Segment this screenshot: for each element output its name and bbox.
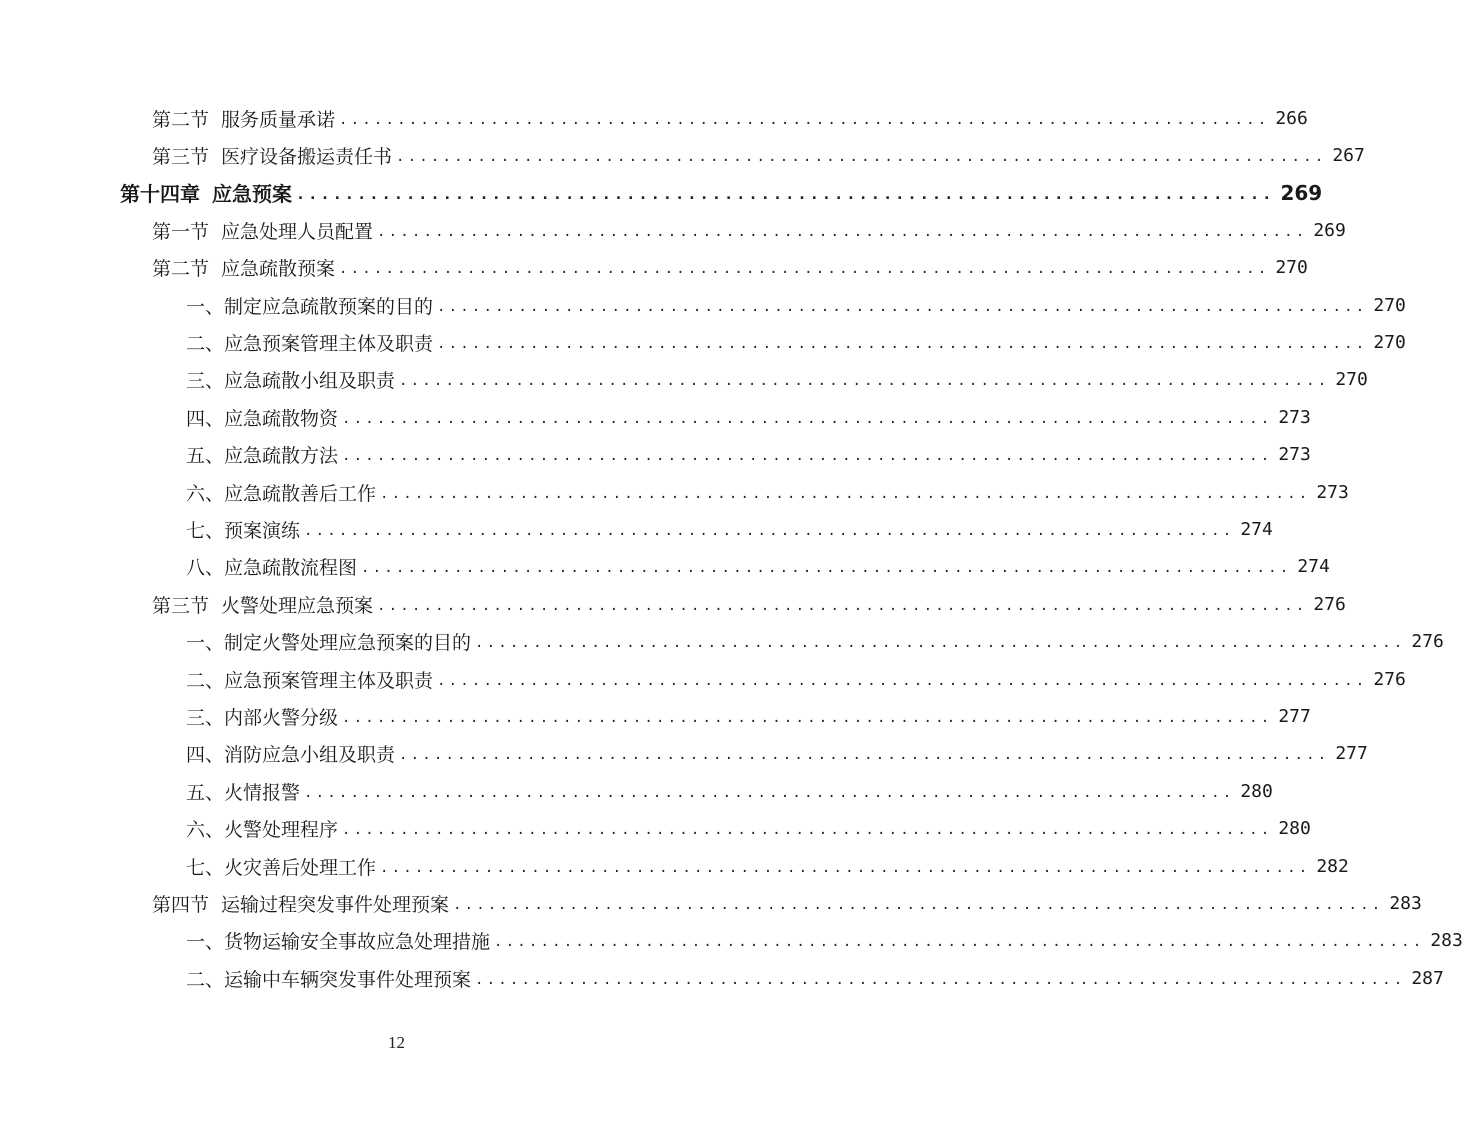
toc-section-entry[interactable] [152,100,1308,137]
toc-dot-leader: ................................................................................ [377,597,1308,614]
toc-entry-page: 283 [1389,892,1422,914]
toc-entry-number: 第二节 [152,108,210,131]
toc-dot-leader: ................................................................................ [453,896,1384,913]
toc-entry-page: 287 [1411,967,1444,989]
toc-dot-leader: ................................................................................ [339,111,1270,128]
toc-entry-label [186,553,361,580]
toc-entry-number: 六、 [186,482,225,505]
toc-dot-leader: ................................................................................ [342,709,1273,726]
toc-entry-title: 应急预案管理主体及职责 [224,669,434,692]
toc-entry-label [186,404,342,431]
toc-entry-page: 273 [1278,444,1311,466]
toc-entry-number: 三、 [186,706,225,729]
toc-entry-title: 火警处理程序 [224,819,339,842]
toc-entry-page: 283 [1430,930,1463,952]
toc-entry-number: 二、 [186,332,225,355]
toc-dot-leader: ................................................................................ [339,261,1270,278]
toc-entry-page: 280 [1240,780,1273,802]
toc-entry-number: 一、 [186,295,225,318]
toc-entry-label [120,178,296,207]
toc-entry-label [152,890,453,917]
toc-dot-leader: ................................................................................ [399,373,1330,390]
toc-entry-page: 277 [1335,743,1368,765]
toc-entry-page: 276 [1411,631,1444,653]
toc-entry-number: 七、 [186,856,225,879]
toc-subsection-entry[interactable] [186,623,1444,660]
toc-subsection-entry[interactable] [186,548,1330,585]
toc-entry-label [152,217,377,244]
toc-entry-page: 274 [1297,556,1330,578]
toc-entry-number: 一、 [186,931,225,954]
toc-entry-title: 应急处理人员配置 [221,220,374,243]
toc-entry-label [152,142,396,169]
toc-dot-leader: ................................................................................ [380,859,1311,876]
toc-subsection-entry[interactable] [186,960,1444,997]
toc-entry-page: 282 [1316,855,1349,877]
toc-section-entry[interactable] [152,586,1346,623]
toc-entry-number: 四、 [186,744,225,767]
toc-dot-leader: ................................................................................ [296,185,1275,204]
toc-entry-title: 制定火警处理应急预案的目的 [224,632,472,655]
toc-subsection-entry[interactable] [186,361,1368,398]
toc-entry-number: 一、 [186,632,225,655]
toc-entry-number: 第三节 [152,594,210,617]
toc-section-entry[interactable] [152,249,1308,286]
toc-entry-number: 五、 [186,781,225,804]
toc-dot-leader: ................................................................................ [396,148,1327,165]
page-number: 12 [388,1033,405,1052]
toc-dot-leader: ................................................................................ [399,747,1330,764]
toc-entry-number: 二、 [186,669,225,692]
toc-dot-leader: ................................................................................ [475,635,1406,652]
toc-entry-label [186,965,475,992]
toc-entry-number: 七、 [186,519,225,542]
toc-entry-number: 第一节 [152,220,210,243]
toc-entry-label [186,927,494,954]
toc-dot-leader: ................................................................................ [304,784,1235,801]
toc-section-entry[interactable] [152,212,1346,249]
toc-entry-label [186,853,380,880]
toc-entry-number: 八、 [186,557,225,580]
toc-entry-label [186,329,437,356]
toc-entry-title: 货物运输安全事故应急处理措施 [224,931,491,954]
toc-entry-title: 火情报警 [224,781,301,804]
toc-entry-label [186,703,342,730]
toc-dot-leader: ................................................................................ [437,335,1368,352]
toc-entry-label [186,628,475,655]
toc-entry-page: 280 [1278,818,1311,840]
toc-subsection-entry[interactable] [186,436,1311,473]
toc-entry-number: 五、 [186,445,225,468]
toc-subsection-entry[interactable] [186,287,1406,324]
toc-dot-leader: ................................................................................ [361,560,1292,577]
toc-entry-page: 266 [1275,107,1308,129]
toc-dot-leader: ................................................................................ [475,971,1406,988]
toc-entry-number: 第十四章 [120,182,200,207]
toc-entry-page: 270 [1373,294,1406,316]
toc-dot-leader: ................................................................................ [380,485,1311,502]
toc-entry-title: 应急预案管理主体及职责 [224,332,434,355]
toc-entry-label [186,778,304,805]
toc-subsection-entry[interactable] [186,848,1349,885]
toc-entry-title: 应急疏散物资 [224,407,339,430]
toc-subsection-entry[interactable] [186,661,1406,698]
toc-entry-page: 273 [1278,406,1311,428]
toc-entry-page: 276 [1313,593,1346,615]
toc-entry-title: 应急疏散方法 [224,445,339,468]
toc-subsection-entry[interactable] [186,922,1463,959]
toc-entry-number: 六、 [186,819,225,842]
toc-entry-page: 267 [1332,144,1365,166]
toc-entry-page: 269 [1313,219,1346,241]
toc-entry-label [186,666,437,693]
toc-entry-title: 应急疏散流程图 [224,557,358,580]
toc-dot-leader: ................................................................................ [437,298,1368,315]
toc-subsection-entry[interactable] [186,735,1368,772]
toc-subsection-entry[interactable] [186,773,1273,810]
toc-entry-title: 应急疏散善后工作 [224,482,377,505]
toc-subsection-entry[interactable] [186,324,1406,361]
toc-subsection-entry[interactable] [186,810,1311,847]
toc-entry-page: 274 [1240,518,1273,540]
toc-entry-title: 医疗设备搬运责任书 [221,145,393,168]
toc-entry-page: 270 [1373,331,1406,353]
toc-entry-title: 火警处理应急预案 [221,594,374,617]
toc-subsection-entry[interactable] [186,698,1311,735]
toc-dot-leader: ................................................................................ [304,522,1235,539]
toc-section-entry[interactable] [152,885,1422,922]
toc-section-entry[interactable] [152,137,1365,174]
toc-entry-number: 二、 [186,968,225,991]
toc-entry-title: 内部火警分级 [224,706,339,729]
toc-dot-leader: ................................................................................ [494,934,1425,951]
toc-entry-label [186,516,304,543]
toc-dot-leader: ................................................................................ [342,448,1273,465]
toc-entry-title: 消防应急小组及职责 [224,744,396,767]
toc-entry-label [186,479,380,506]
toc-subsection-entry[interactable] [186,511,1273,548]
toc-entry-title: 应急疏散预案 [221,258,336,281]
toc-entry-label [186,815,342,842]
toc-entry-page: 277 [1278,705,1311,727]
toc-chapter-entry[interactable] [120,174,1323,211]
toc-entry-number: 第三节 [152,145,210,168]
toc-entry-title: 制定应急疏散预案的目的 [224,295,434,318]
toc-entry-label [152,254,339,281]
toc-subsection-entry[interactable] [186,474,1349,511]
toc-entry-label [152,591,377,618]
toc-entry-title: 运输中车辆突发事件处理预案 [224,968,472,991]
toc-dot-leader: ................................................................................ [342,822,1273,839]
toc-entry-label [186,292,437,319]
toc-entry-label [186,366,399,393]
toc-entry-page: 270 [1275,257,1308,279]
toc-entry-title: 预案演练 [224,519,301,542]
toc-entry-title: 运输过程突发事件处理预案 [221,893,450,916]
toc-entry-page: 270 [1335,369,1368,391]
toc-entry-label [186,441,342,468]
toc-subsection-entry[interactable] [186,399,1311,436]
toc-entry-page: 276 [1373,668,1406,690]
toc-dot-leader: ................................................................................ [437,672,1368,689]
toc-entry-number: 四、 [186,407,225,430]
toc-entry-title: 应急预案 [212,182,292,207]
toc-entry-page: 273 [1316,481,1349,503]
toc-entry-label [152,105,339,132]
toc-entry-title: 应急疏散小组及职责 [224,370,396,393]
toc-dot-leader: ................................................................................ [342,410,1273,427]
toc-entry-title: 服务质量承诺 [221,108,336,131]
toc-entry-number: 第二节 [152,258,210,281]
toc-entry-title: 火灾善后处理工作 [224,856,377,879]
toc-dot-leader: ................................................................................ [377,223,1308,240]
toc-entry-number: 三、 [186,370,225,393]
toc-entry-label [186,740,399,767]
toc-entry-page: 269 [1280,180,1323,205]
toc-entry-number: 第四节 [152,893,210,916]
